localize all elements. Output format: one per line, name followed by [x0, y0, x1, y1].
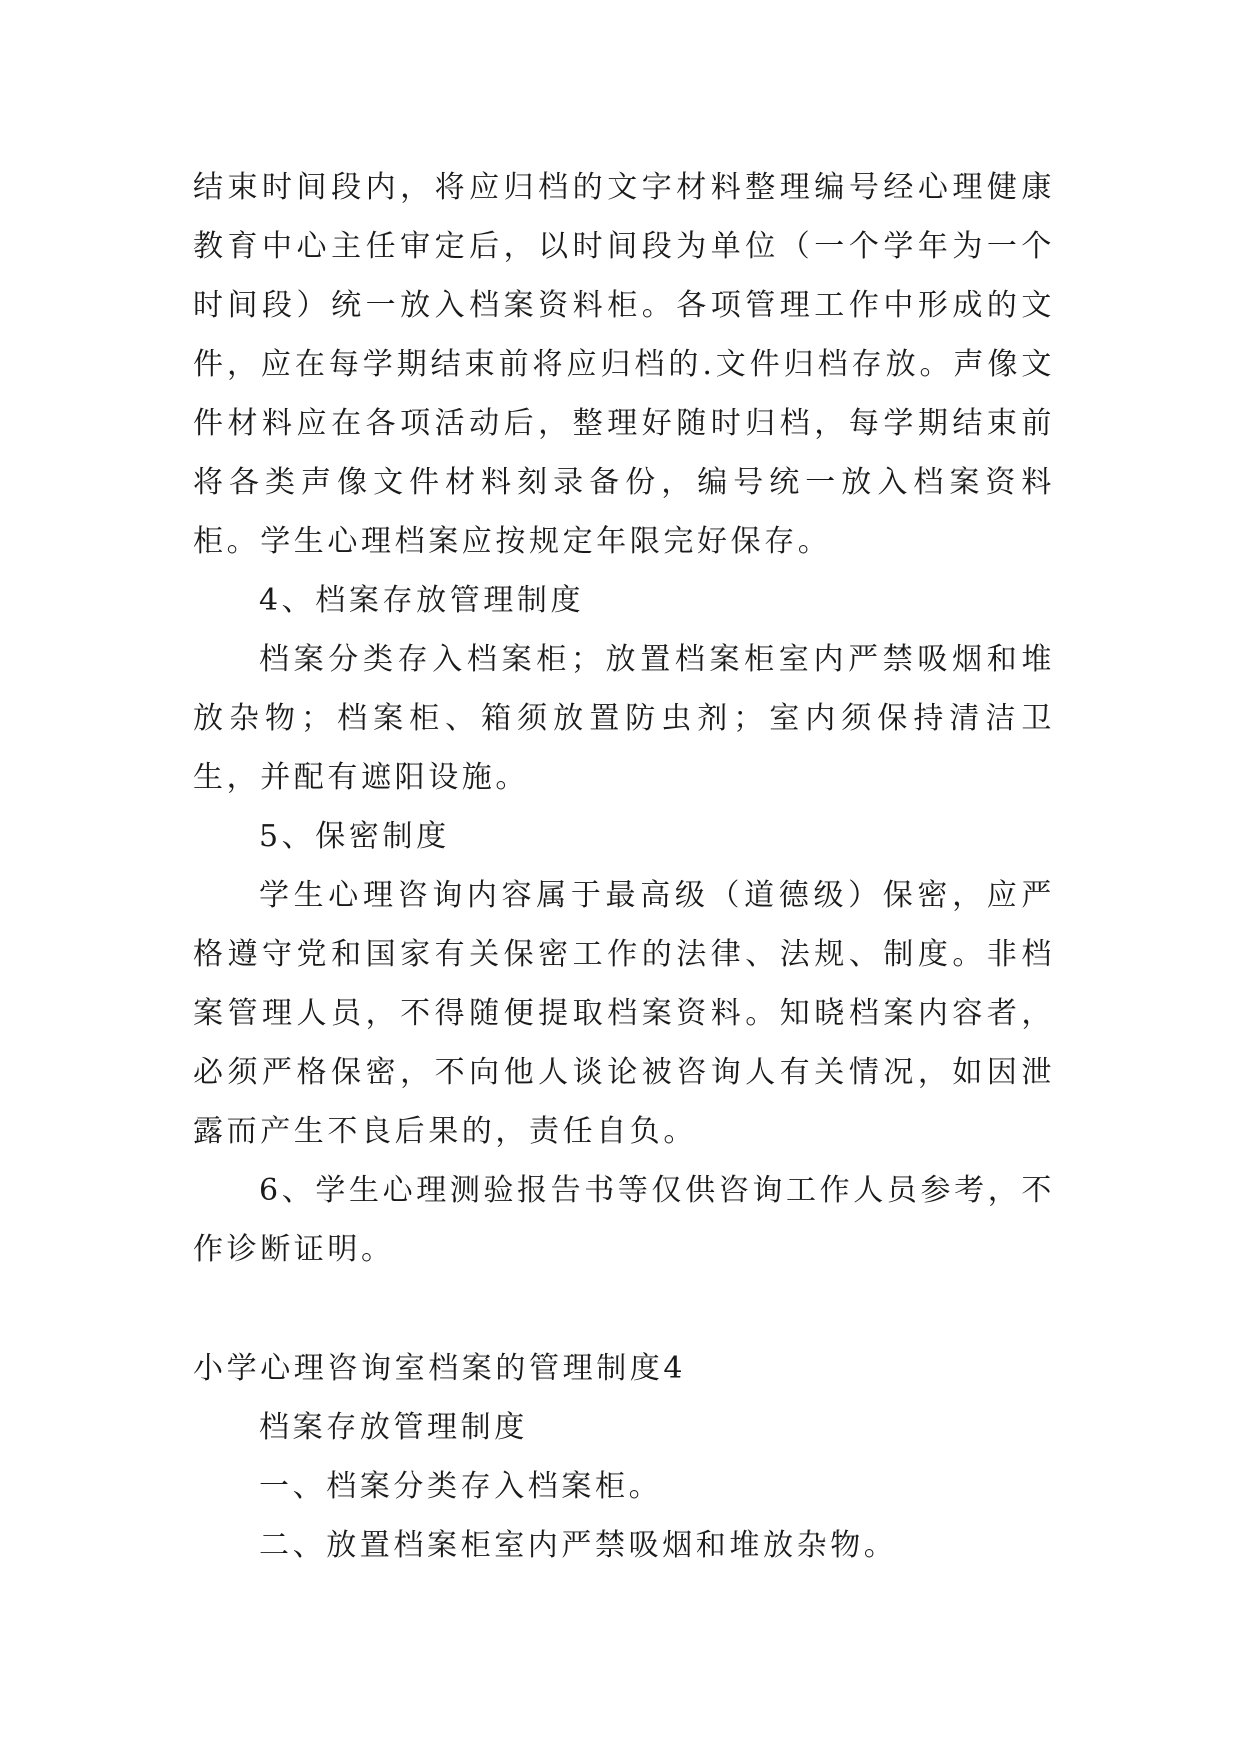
section-title: 小学心理咨询室档案的管理制度4: [193, 1351, 687, 1386]
paragraph-confidentiality: 学生心理咨询内容属于最高级（道德级）保密，应严格遵守党和国家有关保密工作的法律、法规、制度。非档案管理人员，不得随便提取档案资料。知晓档案内容者，必须严格保密，不向他人谈论被咨询人有关情况，如因泄露而产生不良后果的，责任自负。: [193, 878, 1055, 1149]
paragraph-test-reports: 6、学生心理测验报告书等仅供咨询工作人员参考，不作诊断证明。: [193, 1173, 1055, 1267]
heading-archive-storage-rules: 4、档案存放管理制度: [259, 583, 585, 618]
heading-confidentiality-rules: 5、保密制度: [259, 819, 450, 854]
paragraph-archive-storage: 档案分类存入档案柜；放置档案柜室内严禁吸烟和堆放杂物；档案柜、箱须放置防虫剂；室内须保持清洁卫生，并配有遮阳设施。: [193, 642, 1055, 795]
subsection-title: 档案存放管理制度: [259, 1410, 528, 1445]
list-item-2: 二、放置档案柜室内严禁吸烟和堆放杂物。: [259, 1528, 898, 1563]
list-item-1: 一、档案分类存入档案柜。: [259, 1469, 663, 1504]
document-body: [193, 158, 1055, 1575]
paragraph-archiving-continuation: 结束时间段内，将应归档的文字材料整理编号经心理健康教育中心主任审定后，以时间段为单位（一个学年为一个时间段）统一放入档案资料柜。各项管理工作中形成的文件，应在每学期结束前将应归档的.文件归档存放。声像文件材料应在各项活动后，整理好随时归档，每学期结束前将各类声像文件材料刻录备份，编号统一放入档案资料柜。学生心理档案应按规定年限完好保存。: [193, 170, 1055, 559]
